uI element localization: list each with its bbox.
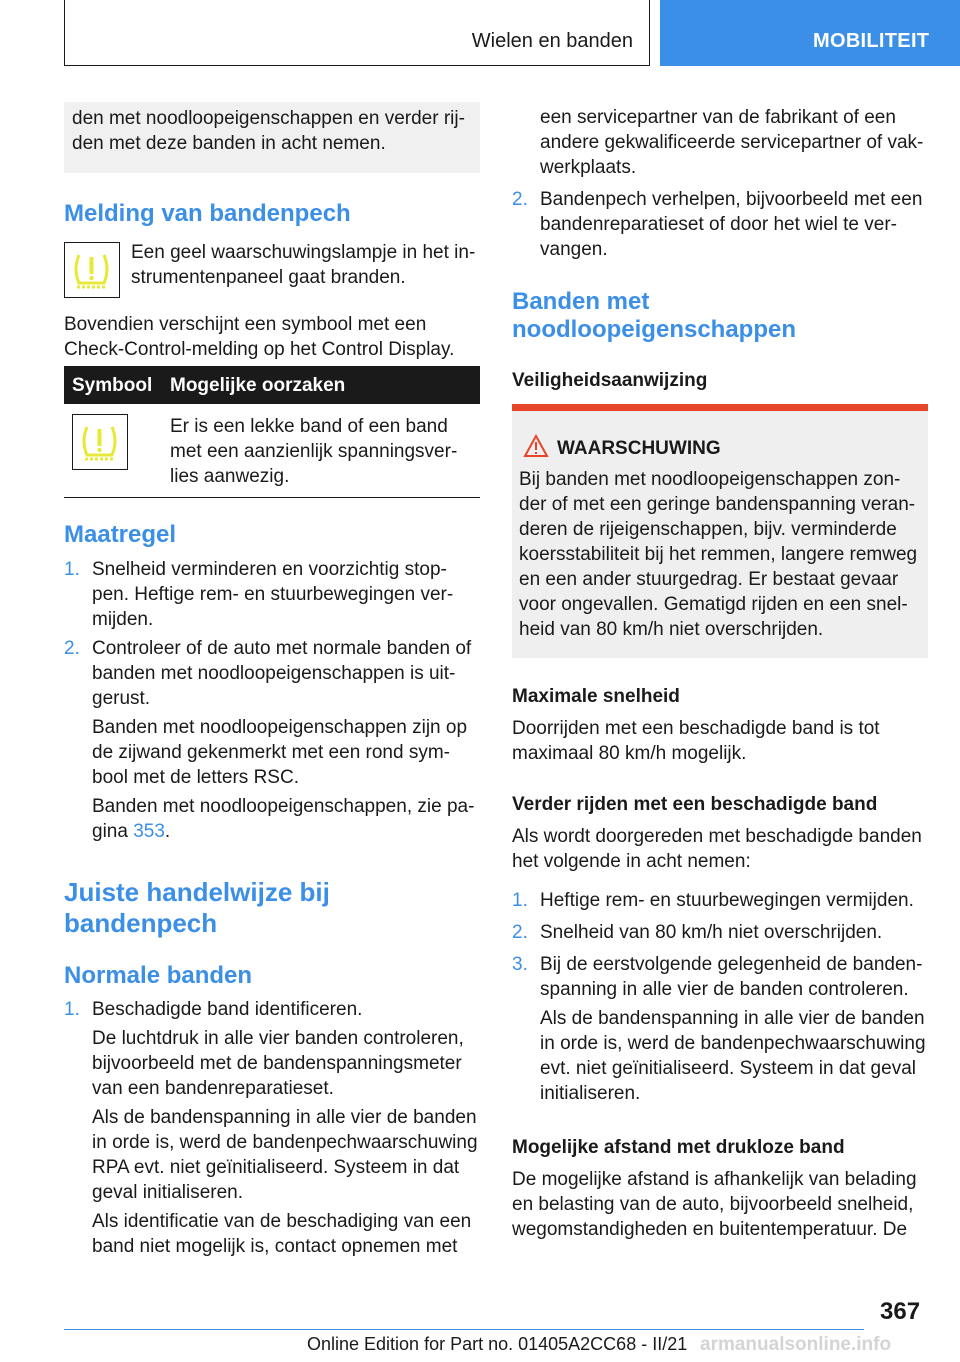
chapter-tab[interactable] bbox=[660, 0, 960, 66]
warning-box bbox=[512, 404, 928, 658]
step-text: Bij de eerstvolgende gelegenheid de banden- spanning in alle vier de banden controleren. bbox=[540, 954, 923, 1000]
normale-sub3: Als identificatie van de beschadiging van een band niet mogelijk is, contact opnemen met bbox=[92, 1211, 472, 1257]
step-text: Beschadigde band identificeren. bbox=[92, 999, 363, 1020]
step-text: Snelheid verminderen en voorzichtig stop- pen. Heftige rem- en stuurbewegingen ver- mijden. bbox=[92, 559, 454, 630]
heading-juiste: Juiste handelwijze bij bandenpech bbox=[64, 877, 330, 938]
list-item bbox=[512, 952, 932, 1002]
list-item bbox=[512, 187, 932, 262]
maatregel-sub2: Banden met noodloopeigenschappen, zie pa- gina 353. bbox=[92, 796, 475, 842]
list-item bbox=[64, 997, 484, 1022]
step-number: 2. bbox=[512, 189, 528, 210]
step-number: 2. bbox=[64, 638, 80, 659]
continued-text: een servicepartner van de fabrikant of een andere gekwalificeerde servicepartner of vak- werkplaats. bbox=[540, 107, 924, 178]
step-number: 1. bbox=[64, 999, 80, 1020]
heading-max: Maximale snelheid bbox=[512, 686, 680, 707]
maatregel-list bbox=[64, 557, 484, 844]
maatregel-sub1: Banden met noodloopeigenschappen zijn op de zijwand gekenmerkt met een rond sym- bool met de letters RSC. bbox=[92, 717, 468, 788]
symbol-table bbox=[64, 366, 480, 498]
step-number: 2. bbox=[512, 922, 528, 943]
table-header-symbol: Symbool bbox=[64, 366, 162, 404]
heading-veiligheid: Veiligheidsaanwijzing bbox=[512, 370, 708, 391]
normale-sub2: Als de bandenspanning in alle vier de banden in orde is, werd de bandenpechwaarschuwing RPA evt. niet geïnitialiseerd. Systeem in dat geval initialiseren. bbox=[92, 1107, 478, 1203]
footer-divider bbox=[64, 1329, 864, 1330]
right-cont bbox=[512, 105, 932, 262]
chapter-tab-label: MOBILITEIT bbox=[813, 30, 930, 52]
normale-list bbox=[64, 997, 484, 1259]
tpms-warning-icon bbox=[64, 242, 120, 298]
list-item bbox=[64, 636, 484, 711]
table-cell-cause: Er is een lekke band of een band met een aanzienlijk spanningsver- lies aanwezig. bbox=[162, 404, 480, 498]
tpms-symbol-icon bbox=[72, 414, 128, 470]
melding-text: Een geel waarschuwingslampje in het in- strumentenpaneel gaat branden. bbox=[131, 242, 476, 288]
heading-maatregel: Maatregel bbox=[64, 521, 177, 548]
heading-banden-met: Banden met noodloopeigenschappen bbox=[512, 288, 797, 343]
verder-text: Als wordt doorgereden met beschadigde banden het volgende in acht nemen: bbox=[512, 826, 922, 872]
heading-normale: Normale banden bbox=[64, 962, 253, 989]
footer-watermark: armanualsonline.info bbox=[700, 1334, 892, 1355]
warning-title: WAARSCHUWING bbox=[557, 438, 721, 459]
page-link[interactable]: 353 bbox=[133, 821, 165, 842]
list-item bbox=[64, 557, 484, 632]
step-text: Snelheid van 80 km/h niet overschrijden. bbox=[540, 922, 883, 943]
step-number: 1. bbox=[512, 890, 528, 911]
table-row bbox=[64, 404, 480, 498]
header-section-box bbox=[64, 0, 650, 66]
heading-afstand: Mogelijke afstand met drukloze band bbox=[512, 1137, 845, 1158]
bovendien-text: Bovendien verschijnt een symbool met een Check-Control-melding op het Control Display. bbox=[64, 314, 455, 360]
verder-sub: Als de bandenspanning in alle vier de banden in orde is, werd de bandenpechwaarschuwing evt. niet geïnitialiseerd. Systeem in dat geval initialiseren. bbox=[540, 1008, 926, 1104]
step-text: Controleer of de auto met normale banden of banden met noodloopeigenschappen is uit- gerust. bbox=[92, 638, 472, 709]
warning-text: Bij banden met noodloopeigenschappen zon- der of met een geringe bandenspanning veran- deren de rijeigenschappen, bijv. verminderde koersstabiliteit bij het remmen, langere remweg en een ander stuurgedrag. Er bestaat gevaar voor ongevallen. Gematigd rijden en een snel- heid van 80 km/h niet overschrijden. bbox=[519, 469, 918, 640]
step-text: Heftige rem- en stuurbewegingen vermijden. bbox=[540, 890, 914, 911]
max-text: Doorrijden met een beschadigde band is tot maximaal 80 km/h mogelijk. bbox=[512, 718, 880, 764]
afstand-text: De mogelijke afstand is afhankelijk van belading en belasting van de auto, bijvoorbeeld snelheid, wegomstandigheden en buitentemperatuur. De bbox=[512, 1169, 917, 1240]
verder-list bbox=[512, 888, 932, 1106]
step-number: 3. bbox=[512, 954, 528, 975]
page-number: 367 bbox=[880, 1298, 921, 1325]
list-item bbox=[512, 888, 932, 913]
warning-triangle-icon bbox=[523, 434, 549, 463]
normale-sub1: De luchtdruk in alle vier banden controleren, bijvoorbeeld met de bandenspanningsmeter van een bandenreparatieset. bbox=[92, 1028, 464, 1099]
step-number: 1. bbox=[64, 559, 80, 580]
section-title: Wielen en banden bbox=[471, 30, 633, 52]
intro-text: den met noodloopeigenschappen en verder rij- den met deze banden in acht nemen. bbox=[72, 108, 465, 154]
intro-box bbox=[64, 102, 480, 173]
heading-melding: Melding van bandenpech bbox=[64, 200, 351, 227]
footer-edition: Online Edition for Part no. 01405A2CC68 - II/21 bbox=[307, 1334, 688, 1354]
table-header-causes: Mogelijke oorzaken bbox=[162, 366, 480, 404]
heading-verder: Verder rijden met een beschadigde band bbox=[512, 794, 878, 815]
list-item bbox=[512, 920, 932, 945]
step-text: Bandenpech verhelpen, bijvoorbeeld met een bandenreparatieset of door het wiel te ver- vangen. bbox=[540, 189, 923, 260]
